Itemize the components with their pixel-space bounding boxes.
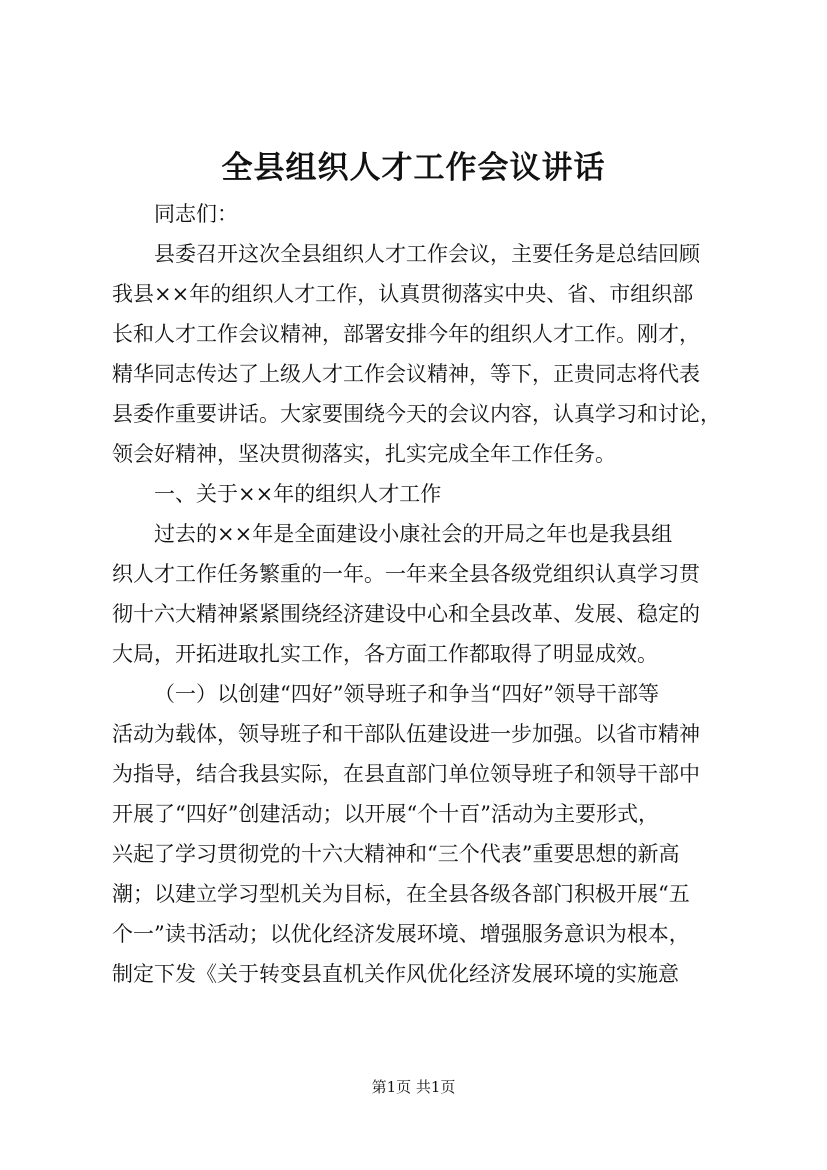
paragraph-intro	[112, 234, 736, 474]
text-line: 活动为载体，领导班子和干部队伍建设进一步加强。以省市精神	[112, 722, 700, 746]
text-line: 制定下发《关于转变县直机关作风优化经济发展环境的实施意	[112, 962, 679, 986]
text-line: 开展了“四好”创建活动；以开展“个十百”活动为主要形式，	[112, 802, 659, 826]
text-line: 过去的××年是全面建设小康社会的开局之年也是我县组	[154, 522, 673, 546]
text-line: 我县××年的组织人才工作，认真贯彻落实中央、省、市组织部	[112, 282, 694, 306]
paragraph-review	[112, 514, 736, 674]
text-line: 潮；以建立学习型机关为目标，在全县各级各部门积极开展“五	[112, 882, 690, 906]
section-heading	[112, 474, 736, 514]
text-line: 县委作重要讲话。大家要围绕今天的会议内容，认真学习和讨论，	[112, 402, 721, 426]
text-line: 彻十六大精神紧紧围绕经济建设中心和全县改革、发展、稳定的	[112, 602, 700, 626]
text-line: 精华同志传达了上级人才工作会议精神，等下，正贵同志将代表	[112, 362, 700, 386]
paragraph-subsection-1	[112, 674, 736, 994]
text-line: 兴起了学习贯彻党的十六大精神和“三个代表”重要思想的新高	[112, 842, 680, 866]
page-number-footer: 第1页 共1页	[371, 1078, 456, 1096]
text-line: 县委召开这次全县组织人才工作会议，主要任务是总结回顾	[154, 242, 700, 266]
text-line: （一）以创建“四好”领导班子和争当“四好”领导干部等	[154, 682, 659, 706]
text-line: 长和人才工作会议精神，部署安排今年的组织人才工作。刚才，	[112, 322, 700, 346]
text-line: 大局，开拓进取扎实工作，各方面工作都取得了明显成效。	[112, 642, 658, 666]
text-line: 织人才工作任务繁重的一年。一年来全县各级党组织认真学习贯	[112, 562, 700, 586]
text-line: 为指导，结合我县实际，在县直部门单位领导班子和领导干部中	[112, 762, 700, 786]
text-line: 领会好精神，坚决贯彻落实，扎实完成全年工作任务。	[112, 442, 616, 466]
text-line: 同志们：	[154, 202, 238, 226]
document-body	[112, 194, 736, 994]
salutation	[112, 194, 736, 234]
text-line: 一、关于××年的组织人才工作	[154, 482, 442, 506]
document-title: 全县组织人才工作会议讲话	[221, 150, 606, 186]
text-line: 个一”读书活动；以优化经济发展环境、增强服务意识为根本，	[112, 922, 690, 946]
